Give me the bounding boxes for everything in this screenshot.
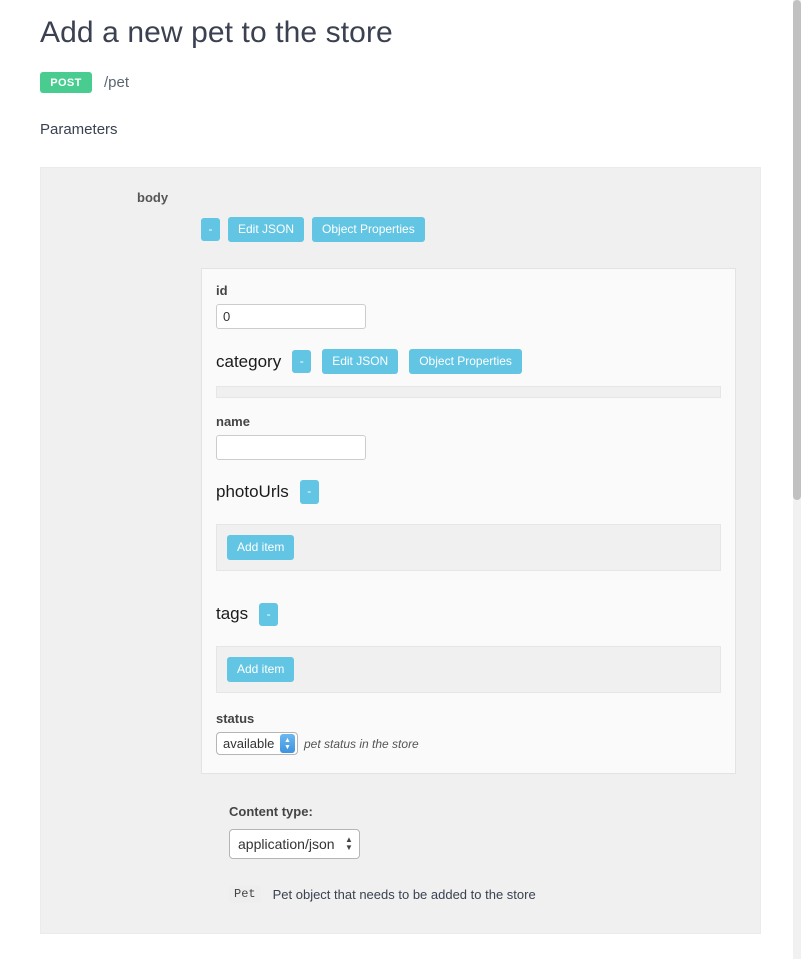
status-field-label: status — [216, 711, 255, 727]
content-type-label: Content type: — [229, 804, 313, 820]
category-object-properties-button[interactable]: Object Properties — [409, 349, 522, 374]
status-select-wrap — [216, 732, 298, 755]
model-type-chip: Pet — [229, 885, 261, 903]
content-type-select[interactable] — [229, 829, 360, 859]
vertical-scrollbar-track[interactable] — [793, 0, 801, 959]
photourls-collapse-button[interactable]: - — [300, 480, 319, 503]
category-field-row — [216, 349, 721, 374]
parameters-heading: Parameters — [40, 121, 118, 138]
body-toolbar — [201, 217, 760, 242]
tags-collapse-button[interactable]: - — [259, 603, 278, 626]
vertical-scrollbar-thumb[interactable] — [793, 0, 801, 500]
body-description-row — [229, 885, 760, 903]
category-collapse-button[interactable]: - — [292, 350, 311, 373]
name-input[interactable] — [216, 435, 366, 460]
tags-field-row — [216, 603, 721, 626]
tags-field-label: tags — [216, 604, 249, 624]
tags-array-panel — [216, 646, 721, 693]
category-edit-json-button[interactable]: Edit JSON — [322, 349, 398, 374]
body-edit-json-button[interactable]: Edit JSON — [228, 217, 304, 242]
status-field-row — [216, 732, 721, 755]
body-param-label: body — [137, 190, 169, 205]
status-select[interactable] — [216, 732, 298, 755]
chevron-updown-icon: ▲ ▼ — [280, 734, 295, 753]
name-field-label: name — [216, 414, 250, 430]
page-title: Add a new pet to the store — [40, 16, 393, 49]
photourls-field-label: photoUrls — [216, 481, 289, 501]
pet-object-editor — [201, 268, 736, 774]
body-object-properties-button[interactable]: Object Properties — [312, 217, 425, 242]
content-type-block — [229, 804, 760, 859]
category-subpanel — [216, 386, 721, 398]
endpoint-path: /pet — [104, 74, 130, 91]
body-description-text: Pet object that needs to be added to the store — [272, 886, 536, 902]
endpoint-summary — [40, 72, 753, 93]
id-field-label: id — [216, 283, 228, 299]
body-collapse-button[interactable]: - — [201, 218, 220, 241]
http-method-badge: POST — [40, 72, 92, 93]
id-input[interactable] — [216, 304, 366, 329]
chevron-updown-icon: ▲ ▼ — [345, 835, 353, 853]
parameters-panel — [40, 167, 761, 934]
photourls-add-item-button[interactable]: Add item — [227, 535, 294, 560]
content-type-select-wrap — [229, 829, 360, 859]
category-field-label: category — [216, 351, 282, 371]
status-hint-text: pet status in the store — [304, 736, 419, 751]
photourls-array-panel — [216, 524, 721, 571]
tags-add-item-button[interactable]: Add item — [227, 657, 294, 682]
photourls-field-row — [216, 480, 721, 503]
